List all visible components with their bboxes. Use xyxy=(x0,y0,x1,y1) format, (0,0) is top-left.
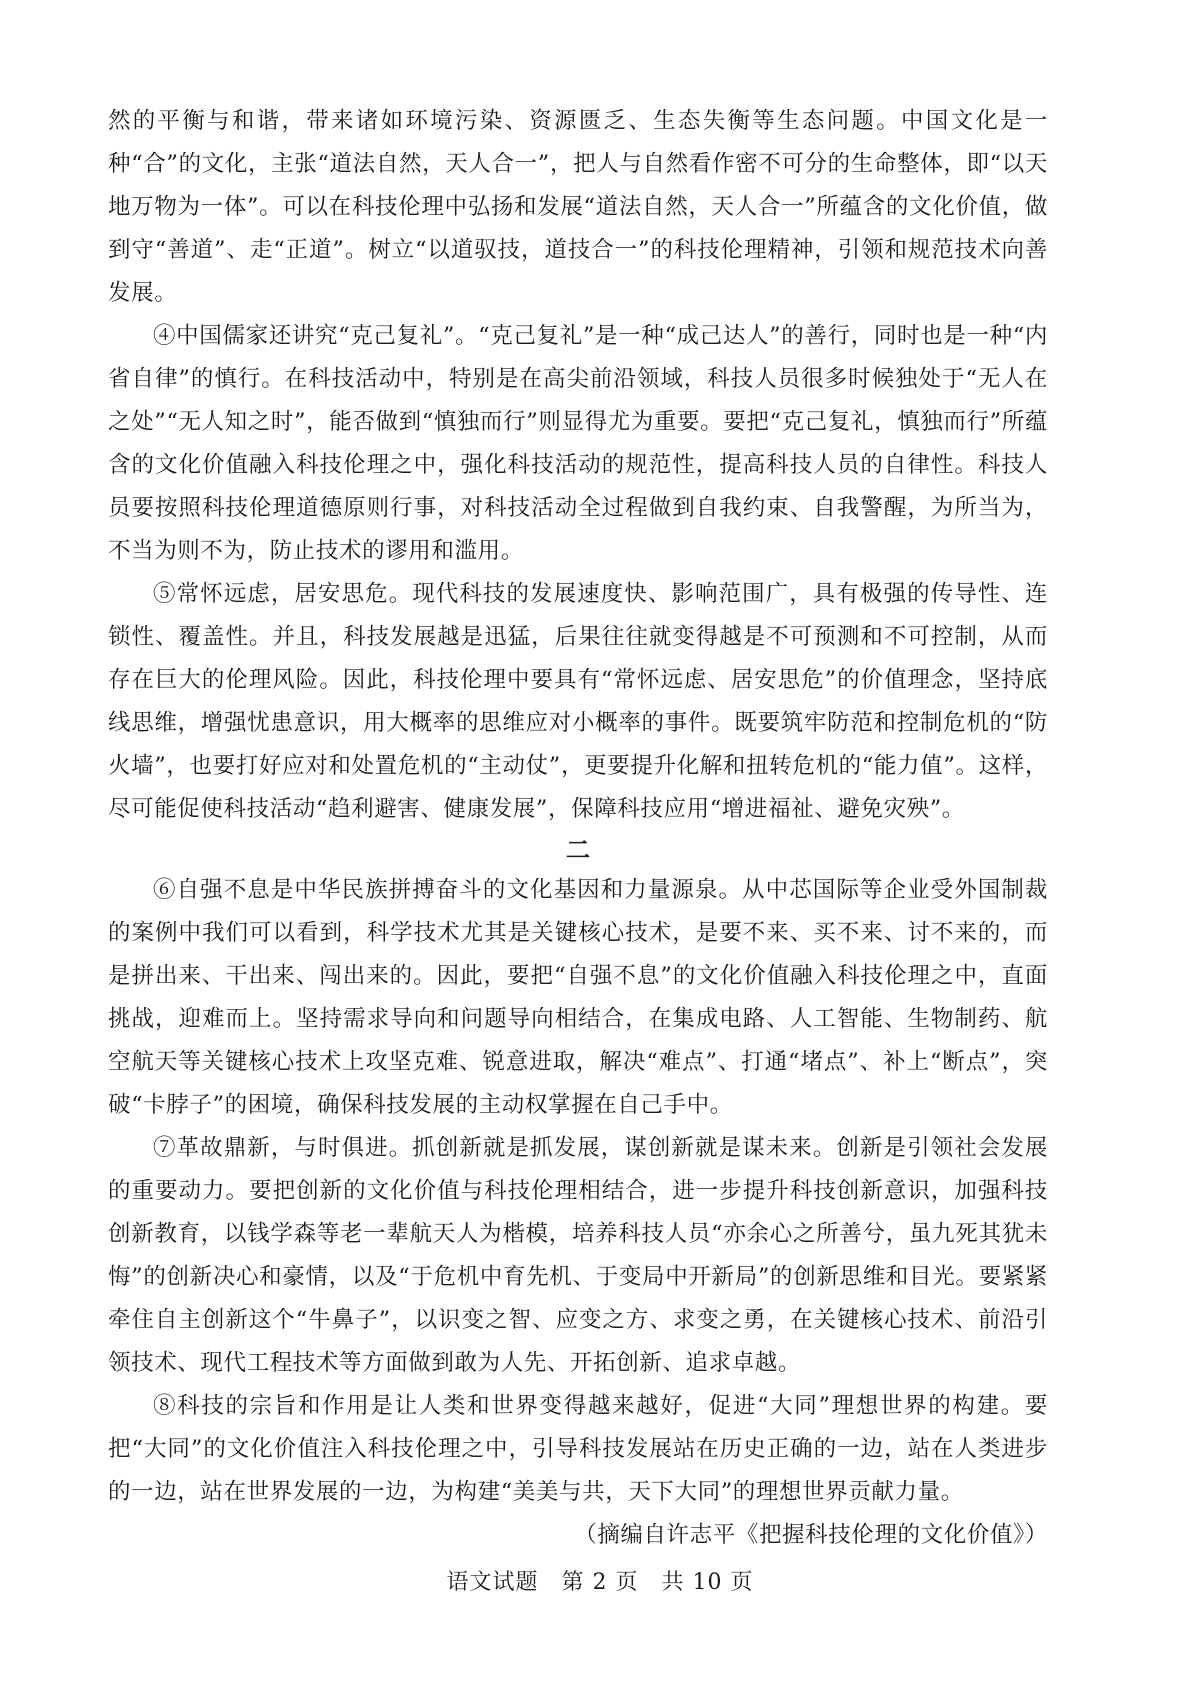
paragraph-7: ⑦革故鼎新，与时俱进。抓创新就是抓发展，谋创新就是谋未来。创新是引领社会发展的重要动力。要把创新的文化价值与科技伦理相结合，进一步提升科技创新意识，加强科技创新教育，以钱学森等老一辈航天人为楷模，培养科技人员“亦余心之所善兮，虽九死其犹未悔”的创新决心和豪情，以及“于危机中育先机、于变局中开新局”的创新思维和目光。要紧紧牵住自主创新这个“牛鼻子”，以识变之智、应变之方、求变之勇，在关键核心技术、前沿引领技术、现代工程技术等方面做到敢为人先、开拓创新、追求卓越。 xyxy=(108,1135,1048,1376)
page-footer: 语文试题 第 2 页 共 10 页 xyxy=(446,1570,754,1595)
source-citation: （摘编自许志平《把握科技伦理的文化价值》） xyxy=(574,1522,1048,1548)
article-body xyxy=(108,100,1048,1557)
section-heading: 二 xyxy=(566,835,590,864)
paragraph-continued: 然的平衡与和谐，带来诸如环境污染、资源匮乏、生态失衡等生态问题。中国文化是一种“合”的文化，主张“道法自然，天人合一”，把人与自然看作密不可分的生命整体，即“以天地万物为一体”。可以在科技伦理中弘扬和发展“道法自然，天人合一”所蕴含的文化价值，做到守“善道”、走“正道”。树立“以道驭技，道技合一”的科技伦理精神，引领和规范技术向善发展。 xyxy=(108,108,1048,306)
paragraph-6: ⑥自强不息是中华民族拼搏奋斗的文化基因和力量源泉。从中芯国际等企业受外国制裁的案例中我们可以看到，科学技术尤其是关键核心技术，是要不来、买不来、讨不来的，而是拼出来、干出来、闯出来的。因此，要把“自强不息”的文化价值融入科技伦理之中，直面挑战，迎难而上。坚持需求导向和问题导向相结合，在集成电路、人工智能、生物制药、航空航天等关键核心技术上攻坚克难、锐意进取，解决“难点”、打通“堵点”、补上“断点”，突破“卡脖子”的困境，确保科技发展的主动权掌握在自己手中。 xyxy=(108,877,1048,1118)
paragraph-8: ⑧科技的宗旨和作用是让人类和世界变得越来越好，促进“大同”理想世界的构建。要把“大同”的文化价值注入科技伦理之中，引导科技发展站在历史正确的一边，站在人类进步的一边，站在世界发展的一边，为构建“美美与共，天下大同”的理想世界贡献力量。 xyxy=(108,1393,1048,1505)
paragraph-4: ④中国儒家还讲究“克己复礼”。“克己复礼”是一种“成己达人”的善行，同时也是一种“内省自律”的慎行。在科技活动中，特别是在高尖前沿领域，科技人员很多时候独处于“无人在之处”“无人知之时”，能否做到“慎独而行”则显得尤为重要。要把“克己复礼，慎独而行”所蕴含的文化价值融入科技伦理之中，强化科技活动的规范性，提高科技人员的自律性。科技人员要按照科技伦理道德原则行事，对科技活动全过程做到自我约束、自我警醒，为所当为，不当为则不为，防止技术的谬用和滥用。 xyxy=(108,323,1048,564)
paragraph-5: ⑤常怀远虑，居安思危。现代科技的发展速度快、影响范围广，具有极强的传导性、连锁性、覆盖性。并且，科技发展越是迅猛，后果往往就变得越是不可预测和不可控制，从而存在巨大的伦理风险。因此，科技伦理中要具有“常怀远虑、居安思危”的价值理念，坚持底线思维，增强忧患意识，用大概率的思维应对小概率的事件。既要筑牢防范和控制危机的“防火墙”，也要打好应对和处置危机的“主动仗”，更要提升化解和扭转危机的“能力值”。这样，尽可能促使科技活动“趋利避害、健康发展”，保障科技应用“增进福祉、避免灾殃”。 xyxy=(108,581,1048,822)
